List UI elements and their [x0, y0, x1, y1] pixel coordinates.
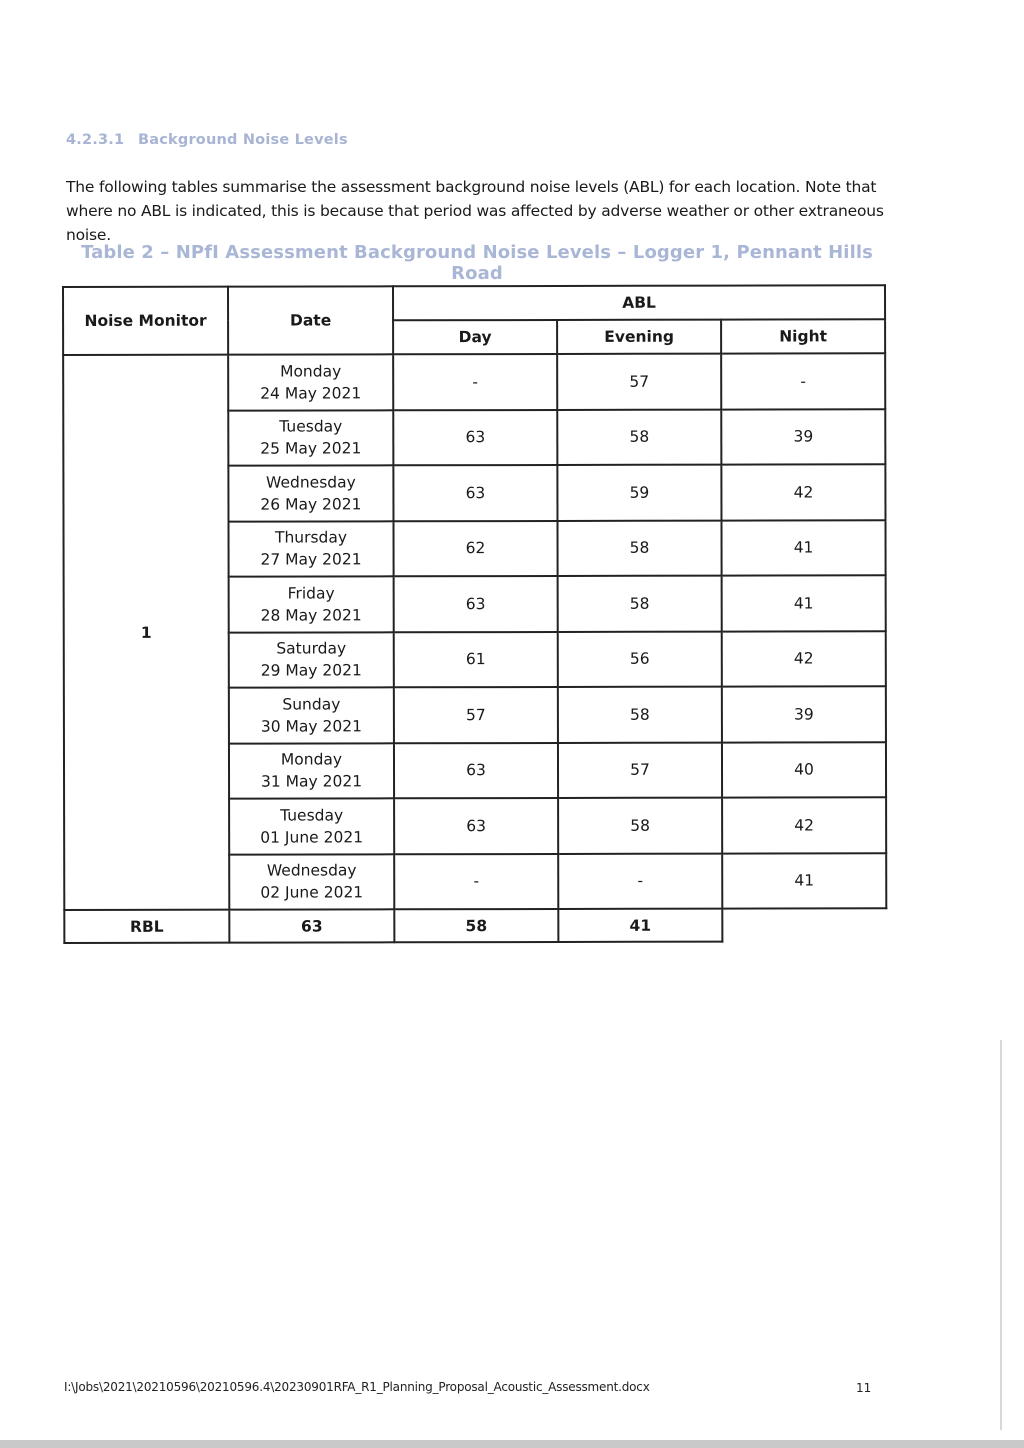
weekday-label: Monday — [280, 750, 343, 769]
date-label: 29 May 2021 — [260, 661, 362, 680]
header-day: Day — [393, 320, 557, 354]
date-cell — [229, 854, 394, 910]
section-heading — [66, 132, 348, 148]
day-value: 61 — [394, 631, 558, 687]
night-value: 42 — [722, 631, 886, 687]
evening-value: 57 — [557, 354, 721, 410]
weekday-label: Thursday — [274, 528, 348, 547]
scan-edge-line — [1000, 1040, 1002, 1430]
night-value: 42 — [721, 464, 885, 520]
table-caption: Table 2 – NPfI Assessment Background Noise Levels – Logger 1, Pennant Hills Road — [81, 242, 873, 284]
date-label: 01 June 2021 — [260, 828, 364, 847]
weekday-label: Wednesday — [266, 473, 356, 492]
weekday-label: Tuesday — [279, 417, 343, 436]
evening-value: 58 — [558, 576, 722, 632]
section-number: 4.2.3.1 — [66, 132, 125, 148]
header-abl: ABL — [393, 285, 885, 320]
night-value: - — [721, 353, 885, 409]
rbl-night-value: 41 — [558, 909, 722, 942]
date-cell — [228, 521, 393, 577]
date-label: 02 June 2021 — [260, 883, 364, 902]
noise-levels-table — [62, 284, 887, 944]
evening-value: 58 — [557, 520, 721, 576]
day-value: - — [394, 853, 558, 909]
night-value: 40 — [722, 742, 886, 798]
evening-value: 58 — [557, 409, 721, 465]
evening-value: 59 — [557, 465, 721, 521]
page-number: 11 — [856, 1381, 872, 1395]
date-cell — [229, 576, 394, 632]
weekday-label: Sunday — [282, 695, 341, 714]
date-label: 26 May 2021 — [260, 495, 362, 514]
date-cell — [228, 354, 393, 410]
night-value: 39 — [722, 686, 886, 742]
header-noise-monitor: Noise Monitor — [63, 287, 228, 355]
day-value: 63 — [394, 798, 558, 854]
section-title: Background Noise Levels — [138, 132, 348, 148]
day-value: 62 — [393, 520, 557, 576]
night-value: 41 — [722, 575, 886, 631]
day-value: - — [393, 354, 557, 410]
date-cell — [229, 743, 394, 799]
date-label: 27 May 2021 — [260, 550, 362, 569]
night-value: 41 — [722, 853, 886, 909]
day-value: 63 — [393, 465, 557, 521]
header-date: Date — [228, 286, 393, 354]
date-label: 24 May 2021 — [260, 384, 362, 403]
night-value: 41 — [721, 520, 885, 576]
date-label: 28 May 2021 — [260, 606, 362, 625]
date-cell — [228, 410, 393, 466]
date-cell — [229, 798, 394, 854]
noise-monitor-id: 1 — [63, 355, 229, 910]
date-label: 31 May 2021 — [260, 772, 363, 791]
day-value: 63 — [393, 409, 557, 465]
rbl-label: RBL — [64, 910, 229, 943]
table-row — [63, 353, 885, 410]
weekday-label: Friday — [287, 584, 335, 603]
date-cell — [228, 465, 393, 521]
evening-value: - — [558, 853, 722, 909]
evening-value: 57 — [558, 742, 722, 798]
rbl-day-value: 63 — [229, 909, 394, 942]
weekday-label: Monday — [280, 362, 342, 381]
intro-paragraph: The following tables summarise the assessment background noise levels (ABL) for each location. Note that where no ABL is indicated, this is because that period was affected by adverse weather or other extraneous noise. — [66, 178, 884, 244]
evening-value: 58 — [558, 798, 722, 854]
weekday-label: Saturday — [276, 639, 347, 658]
day-value: 63 — [394, 742, 558, 798]
weekday-label: Wednesday — [266, 861, 357, 880]
header-evening: Evening — [557, 320, 721, 354]
night-value: 39 — [721, 409, 885, 465]
rbl-evening-value: 58 — [394, 909, 558, 942]
evening-value: 58 — [558, 687, 722, 743]
date-cell — [229, 632, 394, 688]
weekday-label: Tuesday — [280, 806, 344, 825]
date-label: 25 May 2021 — [260, 439, 362, 458]
day-value: 57 — [394, 687, 558, 743]
footer-file-path: I:\Jobs\2021\20210596\20210596.4\20230901RFA_R1_Planning_Proposal_Acoustic_Assessment.docx — [64, 1380, 650, 1394]
date-label: 30 May 2021 — [260, 717, 362, 736]
evening-value: 56 — [558, 631, 722, 687]
night-value: 42 — [722, 797, 886, 853]
scan-bottom-edge — [0, 1440, 1024, 1448]
day-value: 63 — [394, 576, 558, 632]
date-cell — [229, 687, 394, 743]
rbl-row — [64, 908, 886, 943]
header-night: Night — [721, 319, 885, 353]
table-body — [63, 353, 886, 943]
